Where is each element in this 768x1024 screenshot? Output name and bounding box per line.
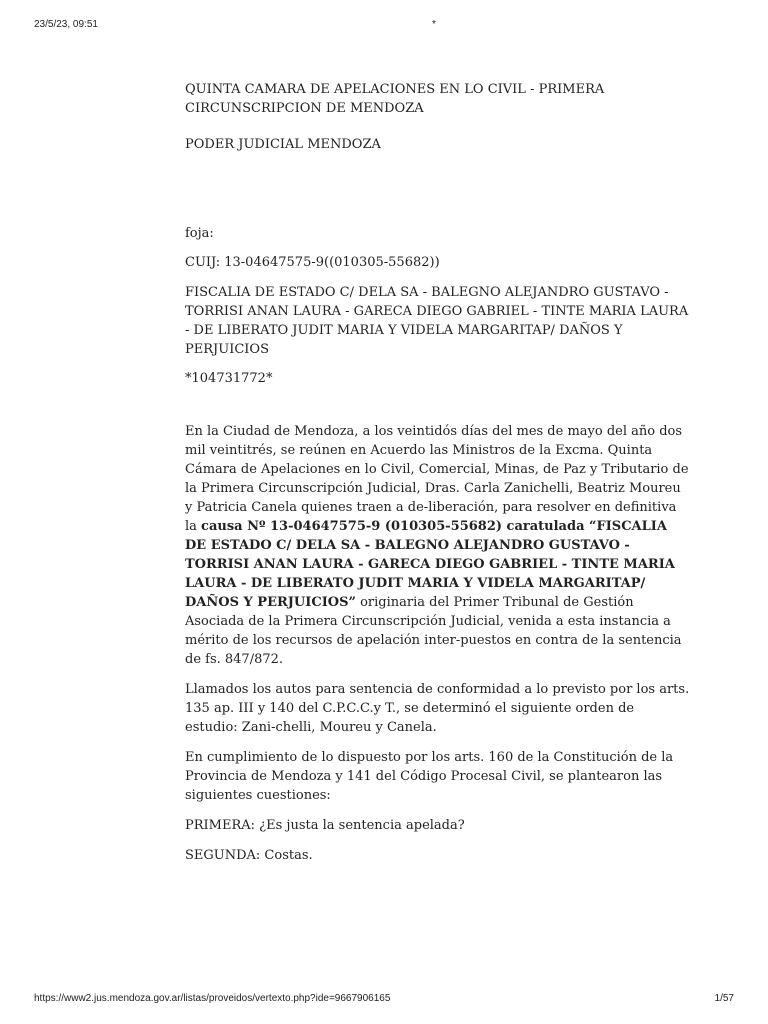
paragraph-order-of-study: Llamados los autos para sentencia de conformidad a lo previsto por los arts. 135 ap. III y 140 del C.P.C.C.y T., se determinó el siguiente orden de estudio: Zani-chelli, Moureu y Canela. bbox=[185, 682, 690, 735]
intro-text-1: En la Ciudad de Mendoza, a los veintidós días del mes de mayo del año dos mil veintitrés, se reúnen en Acuerdo las Ministros de la Excma. Quinta Cámara de Apelaciones en lo Civil, Comercial, Minas, de Paz y Tributario de la Primera Circunscripción Judicial, Dras. Carla Zanichelli, Beatriz Moureu y Patricia Canela quienes traen a de-liberación, para resolver en definitiva la bbox=[185, 424, 689, 534]
organization-name: PODER JUDICIAL MENDOZA bbox=[185, 137, 381, 152]
print-footer bbox=[0, 993, 768, 1007]
intro-text-2: originaria del Primer Tribunal de Gestión Asociada de la Primera Circunscripción Judicial, venida a esta instancia a mérito de los recursos de apelación inter-puestos en contra de la sentencia de fs. 847/872. bbox=[185, 595, 682, 667]
print-header bbox=[0, 19, 768, 33]
case-caption: FISCALIA DE ESTADO C/ DELA SA - BALEGNO ALEJANDRO GUSTAVO - TORRISI ANAN LAURA - GARECA DIEGO GABRIEL - TINTE MARIA LAURA - DE LIBERATO JUDIT MARIA Y VIDELA MARGARITAP/ DAÑOS Y PERJUICIOS bbox=[185, 285, 689, 357]
question-second: SEGUNDA: Costas. bbox=[185, 848, 313, 863]
foja-label: foja: bbox=[185, 226, 214, 241]
document-page bbox=[185, 80, 690, 876]
cuij-number: CUIJ: 13-04647575-9((010305-55682)) bbox=[185, 255, 440, 270]
court-title: QUINTA CAMARA DE APELACIONES EN LO CIVIL - PRIMERA CIRCUNSCRIPCION DE MENDOZA bbox=[185, 82, 605, 116]
print-datetime: 23/5/23, 09:51 bbox=[34, 19, 98, 30]
intro-paragraph bbox=[185, 422, 690, 669]
intro-case-bold: causa Nº 13-04647575-9 (010305-55682) caratulada “FISCALIA DE ESTADO C/ DELA SA - BALEGNO ALEJANDRO GUSTAVO - TORRISI ANAN LAURA - GARECA DIEGO GABRIEL - TINTE MARIA LAURA - DE LIBERATO JUDIT MARIA Y VIDELA MARGARITAP/ DAÑOS Y PERJUICIOS” bbox=[185, 519, 675, 610]
print-url[interactable]: https://www2.jus.mendoza.gov.ar/listas/proveidos/vertexto.php?ide=9667906165 bbox=[34, 993, 391, 1004]
print-page-number: 1/57 bbox=[714, 993, 734, 1004]
question-first: PRIMERA: ¿Es justa la sentencia apelada? bbox=[185, 818, 465, 833]
barcode-number: *104731772* bbox=[185, 371, 273, 386]
print-title: * bbox=[432, 19, 436, 30]
paragraph-questions-intro: En cumplimiento de lo dispuesto por los arts. 160 de la Constitución de la Provincia de Mendoza y 141 del Código Procesal Civil, se plantearon las siguientes cuestiones: bbox=[185, 750, 674, 803]
